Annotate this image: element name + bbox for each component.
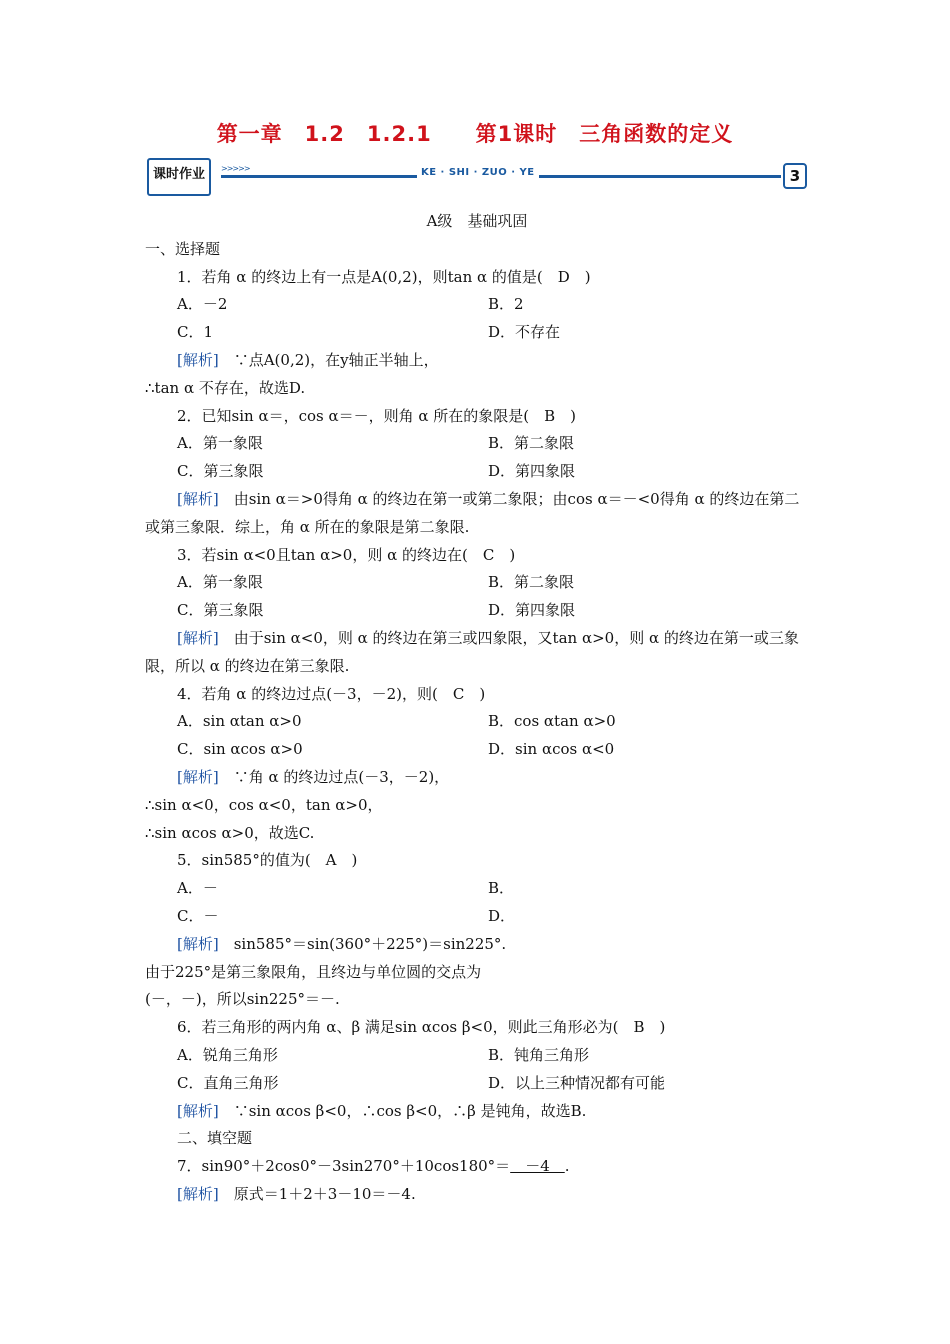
question-4-options-row2 xyxy=(177,736,807,764)
stem-end: . xyxy=(564,1157,570,1176)
question-5-stem: 5．sin585°的值为( A ) xyxy=(177,851,358,870)
homework-banner xyxy=(147,158,807,194)
option-c: C．第三象限 xyxy=(177,601,264,620)
question-5-options-row1 xyxy=(177,875,807,903)
solution-tag: [解析] xyxy=(177,1101,219,1120)
solution-tag: [解析] xyxy=(177,1184,219,1203)
question-2-options-row1 xyxy=(177,430,807,458)
banner-label: 课时作业 xyxy=(147,158,211,196)
banner-pinyin: KE · SHI · ZUO · YE xyxy=(417,167,539,178)
question-1-solution-line1 xyxy=(177,347,807,375)
question-3-stem: 3．若sin α<0且tan α>0，则 α 的终边在( C ) xyxy=(177,545,516,564)
option-b: B．第二象限 xyxy=(488,434,575,453)
worksheet-content xyxy=(145,208,807,1209)
solution-tag: [解析] xyxy=(177,489,219,508)
level-heading: A级 基础巩固 xyxy=(426,212,528,230)
question-2-stem: 2．已知sin α＝，cos α＝－，则角 α 所在的象限是( B ) xyxy=(177,406,577,425)
question-2-solution xyxy=(145,486,807,542)
option-d: D． xyxy=(488,906,516,925)
option-a: A．第一象限 xyxy=(177,434,263,453)
option-a: A．锐角三角形 xyxy=(177,1045,278,1064)
question-4-stem: 4．若角 α 的终边过点(－3，－2)，则( C ) xyxy=(177,684,486,703)
solution-text: sin585°＝sin(360°＋225°)＝sin225°. xyxy=(218,934,507,953)
option-b: B．第二象限 xyxy=(488,573,575,592)
question-5-solution-line1 xyxy=(177,931,807,959)
question-6-options-row2 xyxy=(177,1070,807,1098)
option-a: A．－ xyxy=(177,879,218,898)
option-b: B．2 xyxy=(488,295,524,314)
question-6-solution xyxy=(177,1098,807,1126)
solution-tag: [解析] xyxy=(177,767,219,786)
solution-text: 原式＝1＋2＋3－10＝－4. xyxy=(218,1184,416,1203)
question-5-solution-line2: 由于225°是第三象限角，且终边与单位圆的交点为 xyxy=(145,962,482,981)
answer-blank: －4 xyxy=(510,1157,565,1176)
question-3-options-row1 xyxy=(177,569,807,597)
question-1-solution-line2: ∴tan α 不存在，故选D. xyxy=(145,378,306,397)
solution-text: ∵角 α 的终边过点(－3，－2)， xyxy=(218,767,450,786)
option-d: D．以上三种情况都有可能 xyxy=(488,1073,666,1092)
banner-number: 3 xyxy=(783,163,807,189)
option-a: A．－2 xyxy=(177,295,228,314)
solution-text: 由sin α＝>0得角 α 的终边在第一或第二象限；由cos α＝－<0得角 α 的终边在第二或第三象限．综上，角 α 所在的象限是第二象限. xyxy=(145,489,800,536)
option-a: A．第一象限 xyxy=(177,573,263,592)
option-c: C．直角三角形 xyxy=(177,1073,279,1092)
option-c: C．sin αcos α>0 xyxy=(177,740,303,759)
solution-tag: [解析] xyxy=(177,934,219,953)
page-title: 第一章 1.2 1.2.1 第1课时 三角函数的定义 xyxy=(216,122,734,146)
option-d: D．第四象限 xyxy=(488,601,576,620)
solution-text: ∵sin αcos β<0，∴cos β<0，∴β 是钝角，故选B. xyxy=(218,1101,587,1120)
stem-text: 7．sin90°＋2cos0°－3sin270°＋10cos180°＝ xyxy=(177,1157,511,1176)
solution-tag: [解析] xyxy=(177,628,219,647)
question-6-stem: 6．若三角形的两内角 α、β 满足sin αcos β<0，则此三角形必为( B ) xyxy=(177,1018,666,1037)
question-4-solution-line1 xyxy=(177,764,807,792)
question-1-options-row2 xyxy=(177,319,807,347)
question-4-solution-line3: ∴sin αcos α>0，故选C. xyxy=(145,823,315,842)
solution-tag: [解析] xyxy=(177,350,219,369)
question-1-stem: 1．若角 α 的终边上有一点是A(0,2)，则tan α 的值是( D ) xyxy=(177,267,591,286)
question-7-stem xyxy=(177,1153,807,1181)
option-b: B． xyxy=(488,879,515,898)
question-1-options-row1 xyxy=(177,291,807,319)
question-3-solution xyxy=(145,625,807,681)
option-c: C．1 xyxy=(177,323,214,342)
question-3-options-row2 xyxy=(177,597,807,625)
question-5-solution-line3: (－，－)，所以sin225°＝－. xyxy=(145,990,340,1009)
solution-text: 由于sin α<0，则 α 的终边在第三或四象限，又tan α>0，则 α 的终边在第一或三象限，所以 α 的终边在第三象限. xyxy=(145,628,799,675)
option-c: C．－ xyxy=(177,906,219,925)
question-6-options-row1 xyxy=(177,1042,807,1070)
section-heading-fill: 二、填空题 xyxy=(177,1129,253,1148)
banner-arrows: >>>>> xyxy=(221,164,250,173)
option-a: A．sin αtan α>0 xyxy=(177,712,302,731)
question-7-solution xyxy=(177,1181,807,1209)
question-5-options-row2 xyxy=(177,903,807,931)
section-heading-choice: 一、选择题 xyxy=(145,239,221,258)
question-4-solution-line2: ∴sin α<0，cos α<0，tan α>0， xyxy=(145,795,383,814)
option-b: B．钝角三角形 xyxy=(488,1045,590,1064)
option-c: C．第三象限 xyxy=(177,462,264,481)
question-4-options-row1 xyxy=(177,708,807,736)
option-d: D．sin αcos α<0 xyxy=(488,740,615,759)
option-b: B．cos αtan α>0 xyxy=(488,712,616,731)
option-d: D．不存在 xyxy=(488,323,561,342)
option-d: D．第四象限 xyxy=(488,462,576,481)
solution-text: ∵点A(0,2)，在y轴正半轴上， xyxy=(218,350,439,369)
question-2-options-row2 xyxy=(177,458,807,486)
